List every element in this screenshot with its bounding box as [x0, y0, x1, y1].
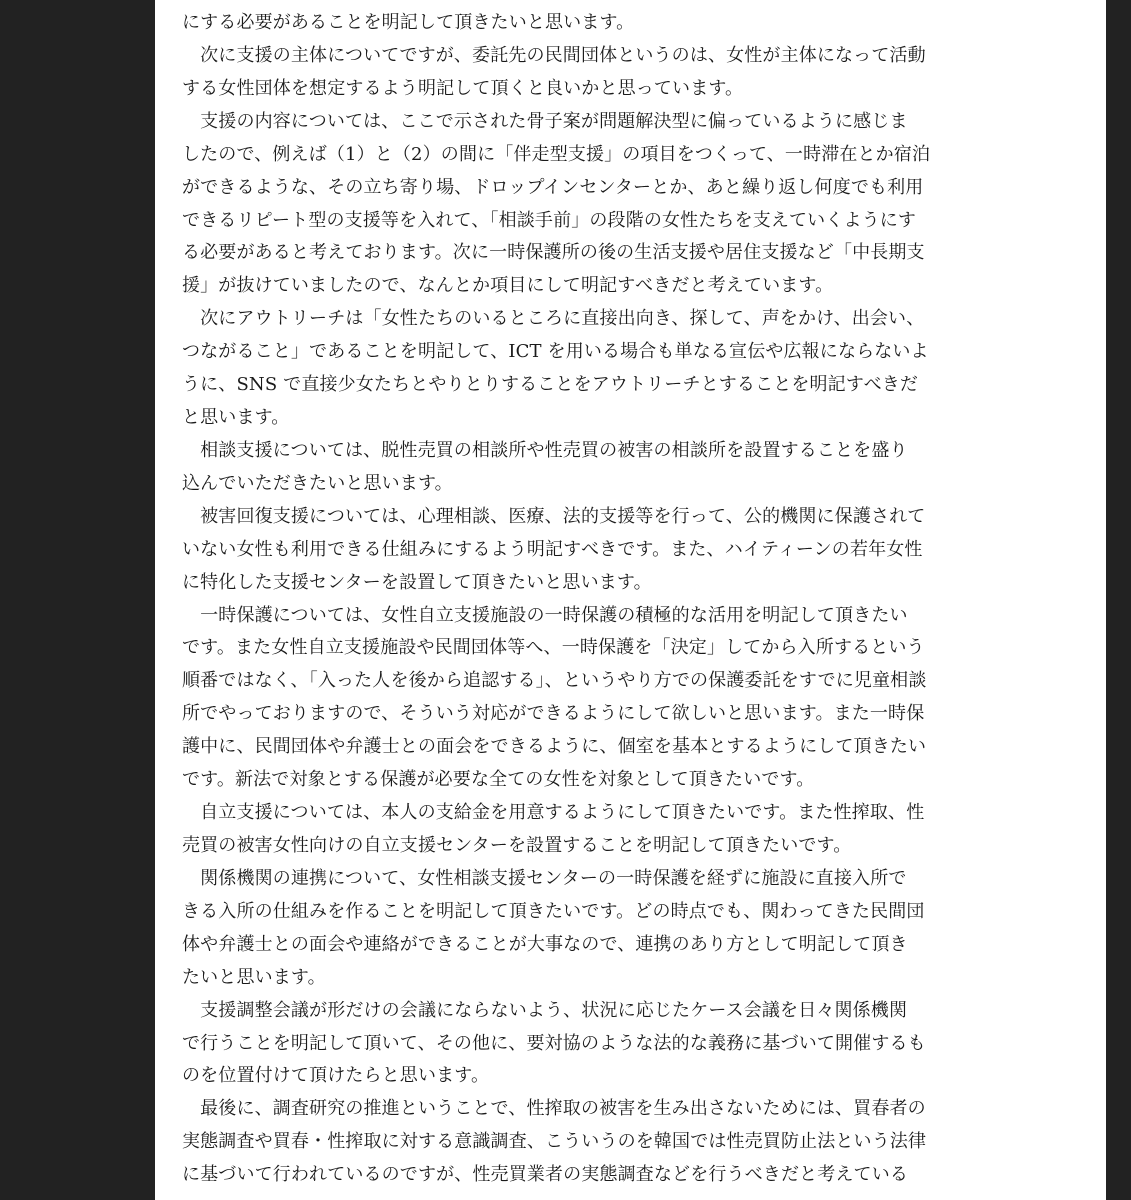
text-line: ができるような、その立ち寄り場、ドロップインセンターとか、あと繰り返し何度でも利用 — [182, 176, 924, 198]
text-line: 実態調査や買春・性搾取に対する意識調査、こういうのを韓国では性売買防止法という法律 — [182, 1131, 927, 1153]
text-line: 被害回復支援については、心理相談、医療、法的支援等を行って、公的機関に保護されて — [182, 505, 926, 527]
text-line: です。新法で対象とする保護が必要な全ての女性を対象として頂きたいです。 — [182, 769, 815, 791]
text-line: 相談支援については、脱性売買の相談所や性売買の被害の相談所を設置することを盛り — [182, 439, 908, 461]
text-line: 順番ではなく、「入った人を後から追認する」、というやり方での保護委託をすでに児童相談 — [182, 670, 927, 692]
text-line: 支援の内容については、ここで示された骨子案が問題解決型に偏っているように感じま — [182, 110, 908, 132]
text-line: つながること」であることを明記して、ICT を用いる場合も単なる宣伝や広報にならないよ — [182, 341, 929, 363]
text-line: 所でやっておりますので、そういう対応ができるようにして欲しいと思います。また一時保 — [182, 703, 925, 725]
text-line: に基づいて行われているのですが、性売買業者の実態調査などを行うべきだと考えている — [182, 1164, 908, 1186]
text-line: に特化した支援センターを設置して頂きたいと思います。 — [182, 571, 652, 593]
text-line: したので、例えば（1）と（2）の間に「伴走型支援」の項目をつくって、一時滞在とか宿泊 — [182, 143, 931, 165]
text-line: 売買の被害女性向けの自立支援センターを設置することを明記して頂きたいです。 — [182, 835, 852, 856]
document-page — [155, 0, 1106, 1200]
text-line: いない女性も利用できる仕組みにするよう明記すべきです。また、ハイティーンの若年女性 — [182, 538, 923, 560]
text-line: にする必要があることを明記して頂きたいと思います。 — [182, 12, 635, 33]
text-line: 護中に、民間団体や弁護士との面会をできるように、個室を基本とするようにして頂きたい — [182, 736, 927, 758]
text-line: です。また女性自立支援施設や民間団体等へ、一時保護を「決定」してから入所するという — [182, 637, 925, 659]
text-line: 込んでいただきたいと思います。 — [182, 472, 453, 494]
text-line: できるリピート型の支援等を入れて、「相談手前」の段階の女性たちを支えていくようにす — [182, 209, 917, 231]
text-line: たいと思います。 — [182, 966, 326, 988]
text-line: 援」が抜けていましたので、なんとか項目にして明記すべきだと考えています。 — [182, 275, 834, 297]
text-line: きる入所の仕組みを作ることを明記して頂きたいです。どの時点でも、関わってきた民間団 — [182, 900, 925, 922]
text-line: 一時保護については、女性自立支援施設の一時保護の積極的な活用を明記して頂きたい — [182, 604, 908, 626]
text-line: 自立支援については、本人の支給金を用意するようにして頂きたいです。また性搾取、性 — [182, 802, 925, 824]
text-line: と思います。 — [182, 407, 290, 429]
text-line: 最後に、調査研究の推進ということで、性搾取の被害を生み出さないためには、買春者の — [182, 1098, 926, 1120]
text-line: 体や弁護士との面会や連絡ができることが大事なので、連携のあり方として明記して頂き — [182, 933, 908, 955]
text-line: 次にアウトリーチは「女性たちのいるところに直接出向き、探して、声をかけ、出会い、 — [182, 308, 925, 330]
text-line: 支援調整会議が形だけの会議にならないよう、状況に応じたケース会議を日々関係機関 — [182, 999, 908, 1021]
text-line: する女性団体を想定するよう明記して頂くと良いかと思っています。 — [182, 77, 744, 99]
text-line: 次に支援の主体についてですが、委託先の民間団体というのは、女性が主体になって活動 — [182, 44, 926, 66]
text-line: のを位置付けて頂けたらと思います。 — [182, 1065, 490, 1087]
text-line: る必要があると考えております。次に一時保護所の後の生活支援や居住支援など「中長期支 — [182, 242, 925, 264]
text-line: で行うことを明記して頂いて、その他に、要対協のような法的な義務に基づいて開催するも — [182, 1032, 926, 1054]
text-line: うに、SNS で直接少女たちとやりとりすることをアウトリーチとすることを明記すべきだ — [182, 374, 919, 396]
text-line: 関係機関の連携について、女性相談支援センターの一時保護を経ずに施設に直接入所で — [182, 867, 907, 889]
